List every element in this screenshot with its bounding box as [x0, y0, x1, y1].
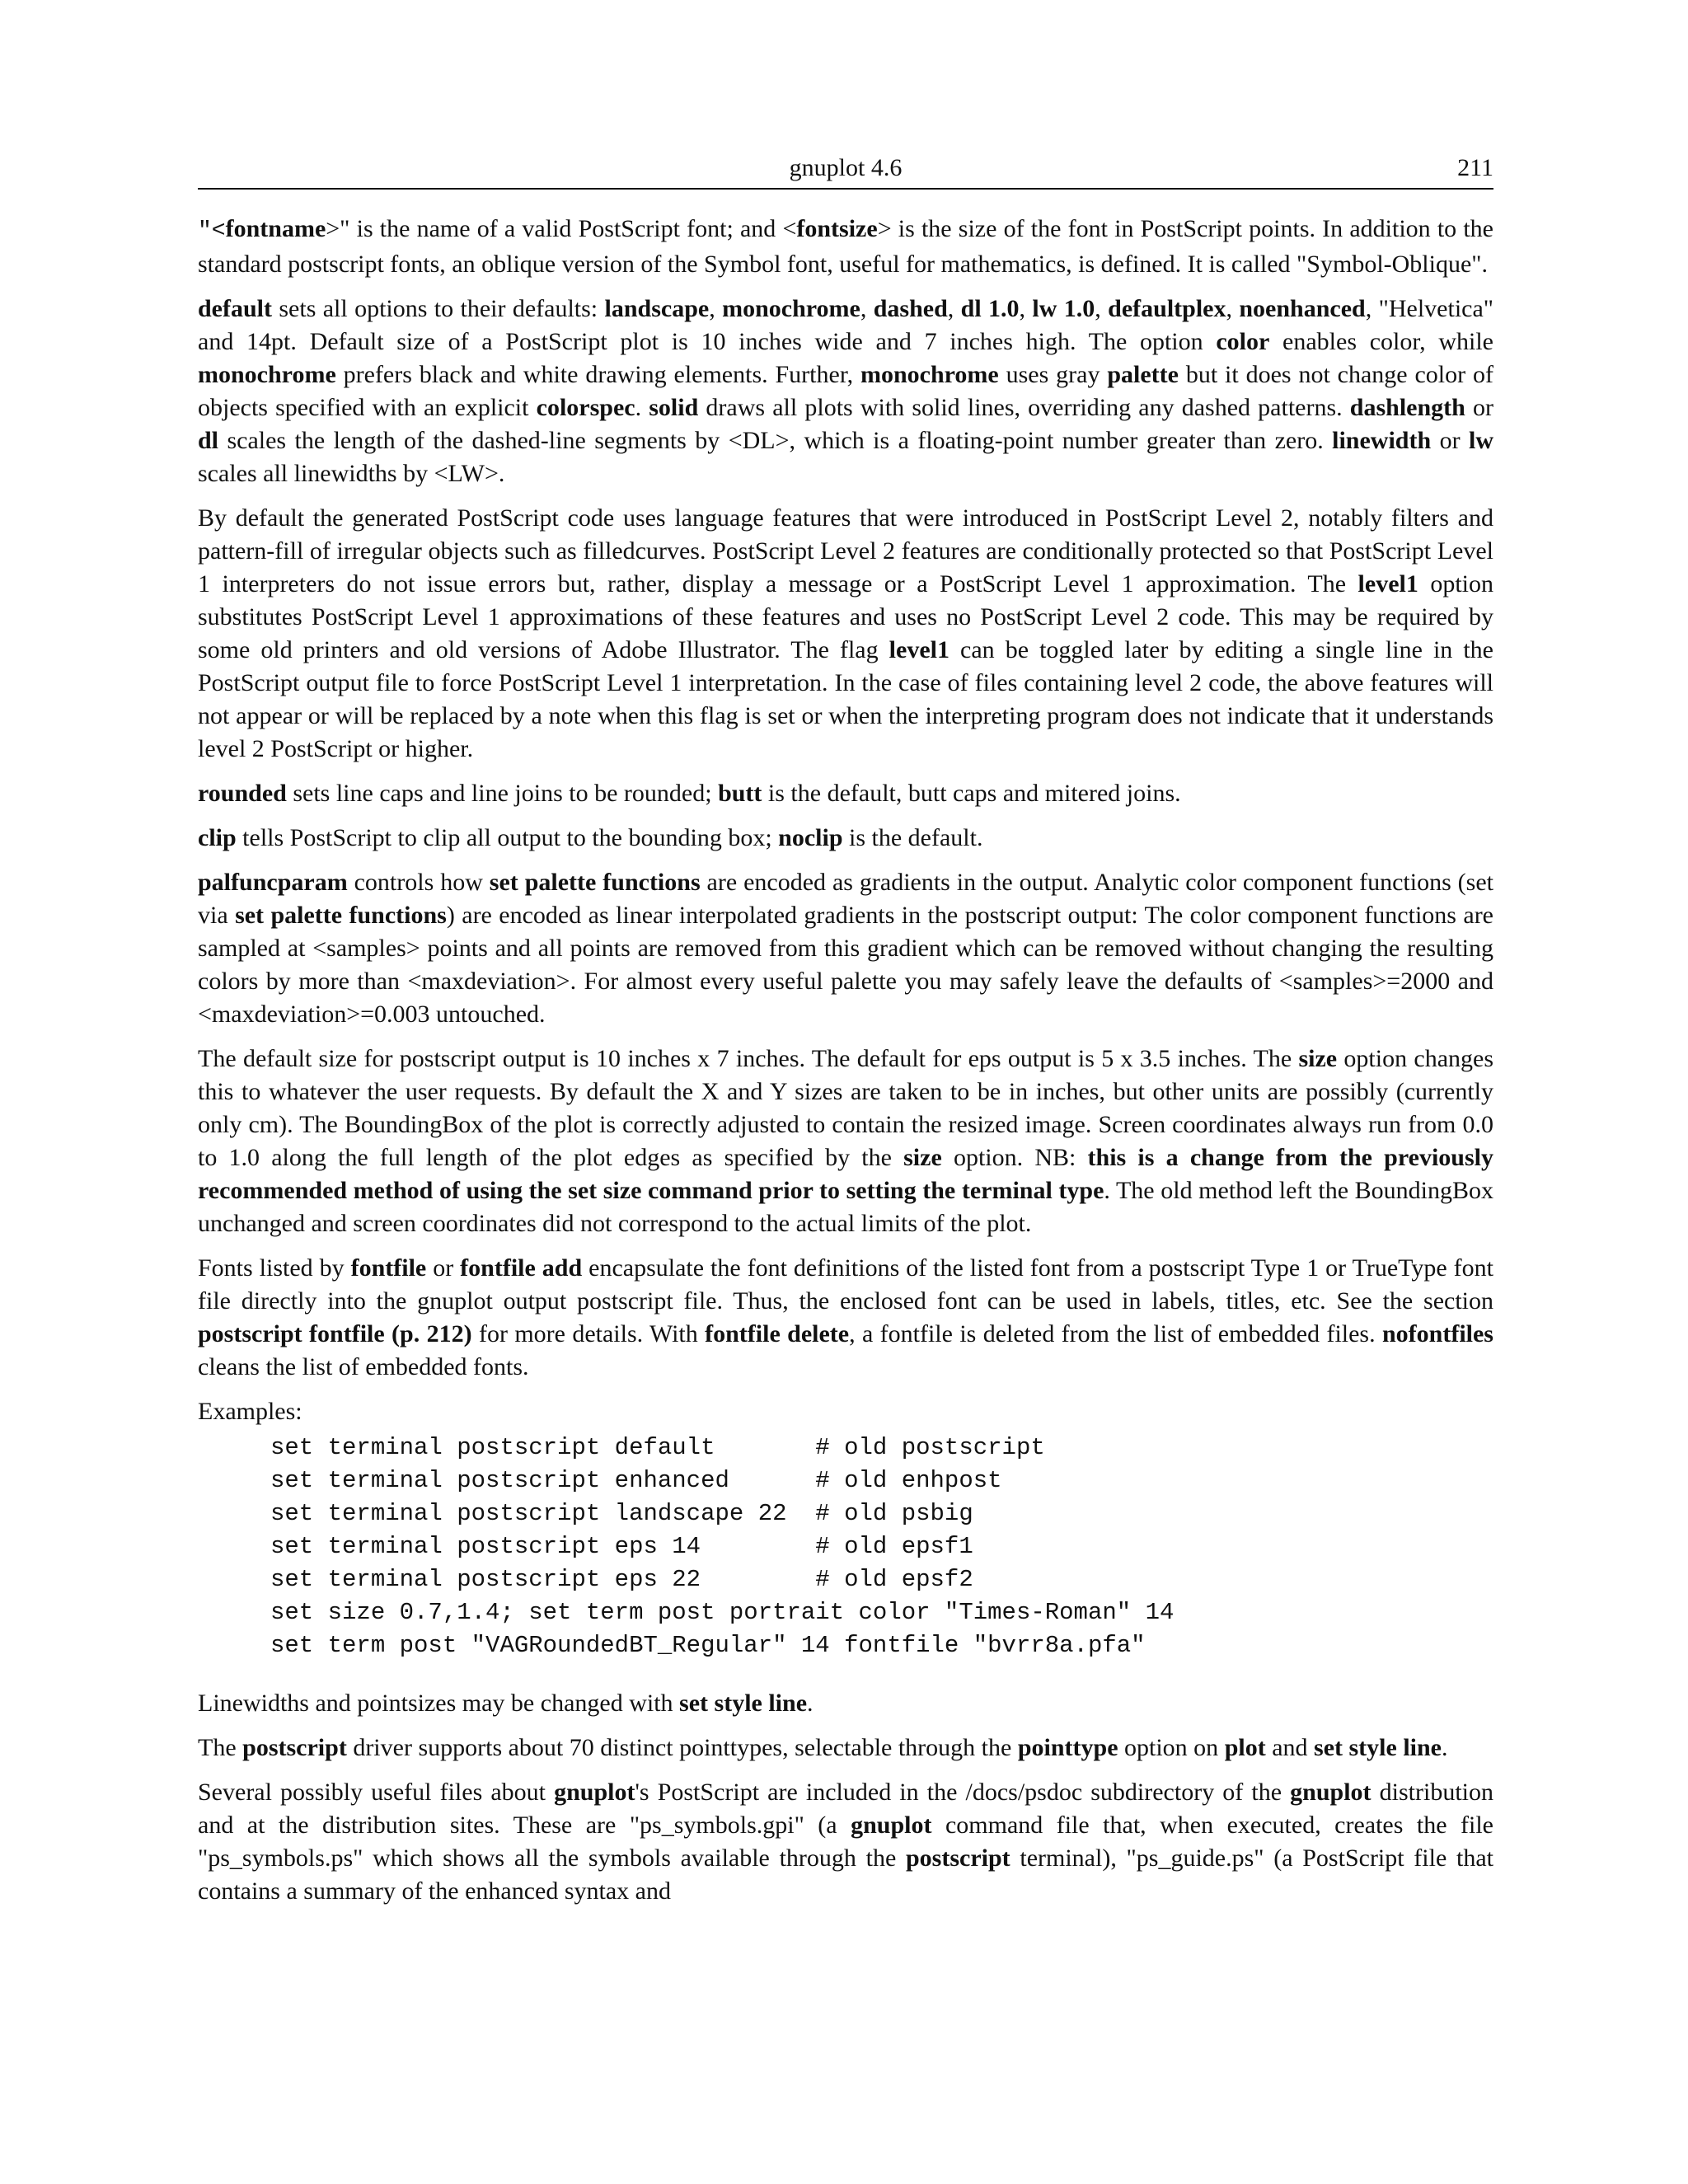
paragraph-palfuncparam: palfuncparam controls how set palette functions are encoded as gradients in the output. Analytic color component functions (set via set palette functions) are encoded as linear interpolated gradients in the postscript output: The color component functions are sampled at <samples> points and all points are removed from this gradient which can be removed without changing the resulting colors by more than <maxdeviation>. For almost every useful palette you may safely leave the defaults of <samples>=2000 and <maxdeviation>=0.003 untouched. — [198, 869, 1493, 1028]
paragraph-linewidths: Linewidths and pointsizes may be changed with set style line. — [198, 1690, 814, 1717]
examples-label: Examples: — [198, 1398, 302, 1425]
page-header — [198, 148, 1493, 190]
paragraph-clip: clip tells PostScript to clip all output to the bounding box; noclip is the default. — [198, 824, 983, 851]
cross-reference-link[interactable]: postscript fontfile (p. 212) — [198, 1320, 472, 1347]
page-number: 211 — [1457, 154, 1493, 181]
paragraph-level1: By default the generated PostScript code uses language features that were introduced in PostScript Level 2, notably filters and pattern-fill of irregular objects such as filledcurves. PostScript Level 2 features are conditionally protected so that PostScript Level 1 interpreters do not issue errors but, rather, display a message or a PostScript Level 1 approximation. The level1 option substitutes PostScript Level 1 approximations of these features and uses no PostScript Level 2 code. This may be required by some old printers and old versions of Adobe Illustrator. The flag level1 can be toggled later by editing a single line in the PostScript output file to force PostScript Level 1 interpretation. In the case of files containing level 2 code, the above features will not appear or will be replaced by a note when this flag is set or when the interpreting program does not indicate that it understands level 2 PostScript or higher. — [198, 504, 1493, 762]
code-block — [198, 1432, 1493, 1662]
code-line: set terminal postscript landscape 22 # old psbig — [270, 1500, 973, 1527]
code-line: set terminal postscript eps 14 # old epsf1 — [270, 1533, 973, 1560]
code-line: set terminal postscript default # old postscript — [270, 1434, 1045, 1461]
document-page — [198, 148, 1493, 1919]
code-line: set term post "VAGRoundedBT_Regular" 14 fontfile "bvrr8a.pfa" — [270, 1632, 1146, 1659]
code-line: set size 0.7,1.4; set term post portrait color "Times-Roman" 14 — [270, 1599, 1175, 1626]
paragraph-rounded: rounded sets line caps and line joins to be rounded; butt is the default, butt caps and mitered joins. — [198, 780, 1181, 807]
paragraph-default: default sets all options to their defaults: landscape, monochrome, dashed, dl 1.0, lw 1.0, defaultplex, noenhanced, "Helvetica" and 14pt. Default size of a PostScript plot is 10 inches wide and 7 inches high. The option color enables color, while monochrome prefers black and white drawing elements. Further, monochrome uses gray palette but it does not change color of objects specified with an explicit colorspec. solid draws all plots with solid lines, overriding any dashed patterns. dashlength or dl scales the length of the dashed-line segments by <DL>, which is a floating-point number greater than zero. linewidth or lw scales all linewidths by <LW>. — [198, 295, 1494, 487]
paragraph-pointtypes: The postscript driver supports about 70 distinct pointtypes, selectable through the pointtype option on plot and set style line. — [198, 1734, 1448, 1761]
paragraph-fontname: "<fontname>" is the name of a valid PostScript font; and <fontsize> is the size of the font in PostScript points. In addition to the standard postscript fonts, an oblique version of the Symbol font, useful for mathematics, is defined. It is called "Symbol-Oblique". — [198, 215, 1493, 278]
paragraph-size: The default size for postscript output is 10 inches x 7 inches. The default for eps output is 5 x 3.5 inches. The size option changes this to whatever the user requests. By default the X and Y sizes are taken to be in inches, but other units are possibly (currently only cm). The BoundingBox of the plot is correctly adjusted to contain the resized image. Screen coordinates always run from 0.0 to 1.0 along the full length of the plot edges as specified by the size option. NB: this is a change from the previously recommended method of using the set size command prior to setting the terminal type. The old method left the BoundingBox unchanged and screen coordinates did not correspond to the actual limits of the plot. — [198, 1045, 1494, 1237]
running-title: gnuplot 4.6 — [789, 154, 903, 181]
code-line: set terminal postscript eps 22 # old epsf2 — [270, 1566, 973, 1593]
paragraph-psdoc: Several possibly useful files about gnuplot's PostScript are included in the /docs/psdoc subdirectory of the gnuplot distribution and at the distribution sites. These are "ps_symbols.gpi" (a gnuplot command file that, when executed, creates the file "ps_symbols.ps" which shows all the symbols available through the postscript terminal), "ps_guide.ps" (a PostScript file that contains a summary of the enhanced syntax and — [198, 1779, 1494, 1905]
paragraph-fontfile: Fonts listed by fontfile or fontfile add encapsulate the font definitions of the listed font from a postscript Type 1 or TrueType font file directly into the gnuplot output postscript file. Thus, the enclosed font can be used in labels, titles, etc. See the section postscript fontfile (p. 212) for more details. With fontfile delete, a fontfile is deleted from the list of embedded files. nofontfiles cleans the list of embedded fonts. — [198, 1254, 1493, 1380]
code-line: set terminal postscript enhanced # old enhpost — [270, 1467, 1002, 1494]
